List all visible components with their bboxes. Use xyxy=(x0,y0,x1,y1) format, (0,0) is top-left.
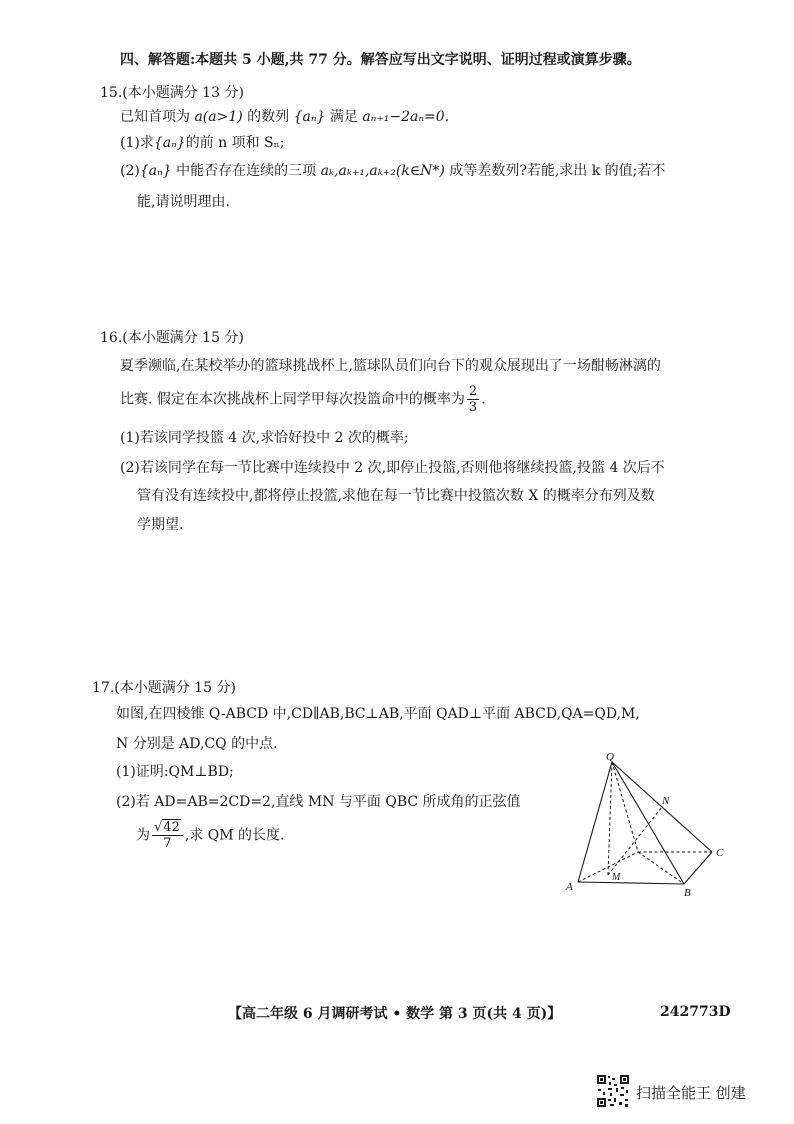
q15-part2-line1: (2){aₙ} 中能否存在连续的三项 aₖ,aₖ₊₁,aₖ₊₂(k∈N*) 成等差数列?若能,求出 k 的值;若不 xyxy=(120,163,666,179)
section-title: 四、解答题:本题共 5 小题,共 77 分。解答应写出文字说明、证明过程或演算步骤。 xyxy=(120,52,641,68)
q15-stem: 已知首项为 a(a>1) 的数列 {aₙ} 满足 aₙ₊₁−2aₙ=0. xyxy=(120,109,450,125)
q16-stem-line1: 夏季濒临,在某校举办的篮球挑战杯上,篮球队员们向台下的观众展现出了一场酣畅淋漓的 xyxy=(120,358,661,374)
q17-stem-line2: N 分别是 AD,CQ 的中点. xyxy=(116,736,278,752)
q16-part2-line1: (2)若该同学在每一节比赛中连续投中 2 次,即停止投篮,否则他将继续投篮,投篮 4 次后不 xyxy=(120,460,665,476)
vertex-label-c: C xyxy=(716,847,724,859)
q17-part1: (1)证明:QM⊥BD; xyxy=(116,764,234,780)
point-label-m: M xyxy=(612,872,621,883)
q16-part2-line3: 学期望. xyxy=(137,517,184,533)
paper-code: 242773D xyxy=(660,1004,731,1020)
point-label-n: N xyxy=(662,795,670,807)
q15-part2-line2: 能,请说明理由. xyxy=(137,194,230,210)
q16-part2-line2: 管有没有连续投中,都将停止投篮,求他在每一节比赛中投篮次数 X 的概率分布列及数 xyxy=(137,488,655,504)
sine-value-fraction: $\frac{√42}{7}$ xyxy=(152,820,183,851)
q17-part2-line2: 为 $\frac{√42}{7}$ ,求 QM 的长度. xyxy=(136,820,285,851)
vertex-label-a: A xyxy=(566,881,573,893)
qr-code-icon xyxy=(596,1074,630,1108)
q16-stem-line2: 比赛. 假定在本次挑战杯上同学甲每次投篮命中的概率为 $\frac{2}{3}$ . xyxy=(120,384,486,415)
page-footer: 【高二年级 6 月调研考试 • 数学 第 3 页(共 4 页)】 xyxy=(228,1006,562,1022)
probability-fraction: $\frac{2}{3}$ xyxy=(468,384,478,415)
q17-stem-line1: 如图,在四棱锥 Q-ABCD 中,CD∥AB,BC⊥AB,平面 QAD⊥平面 ABCD,QA=QD,M, xyxy=(116,706,640,722)
scanner-watermark: 扫描全能王 创建 xyxy=(636,1084,746,1102)
q17-part2-line1: (2)若 AD=AB=2CD=2,直线 MN 与平面 QBC 所成角的正弦值 xyxy=(116,794,521,810)
q16-part1: (1)若该同学投篮 4 次,求恰好投中 2 次的概率; xyxy=(120,430,409,446)
q15-part1: (1)求{aₙ}的前 n 项和 Sₙ; xyxy=(120,135,285,151)
pyramid-figure xyxy=(560,752,732,900)
q15-header: 15.(本小题满分 13 分) xyxy=(100,85,244,101)
vertex-label-q: Q xyxy=(606,752,614,763)
vertex-label-b: B xyxy=(684,887,691,899)
q16-header: 16.(本小题满分 15 分) xyxy=(100,330,244,346)
q17-header: 17.(本小题满分 15 分) xyxy=(92,680,236,696)
